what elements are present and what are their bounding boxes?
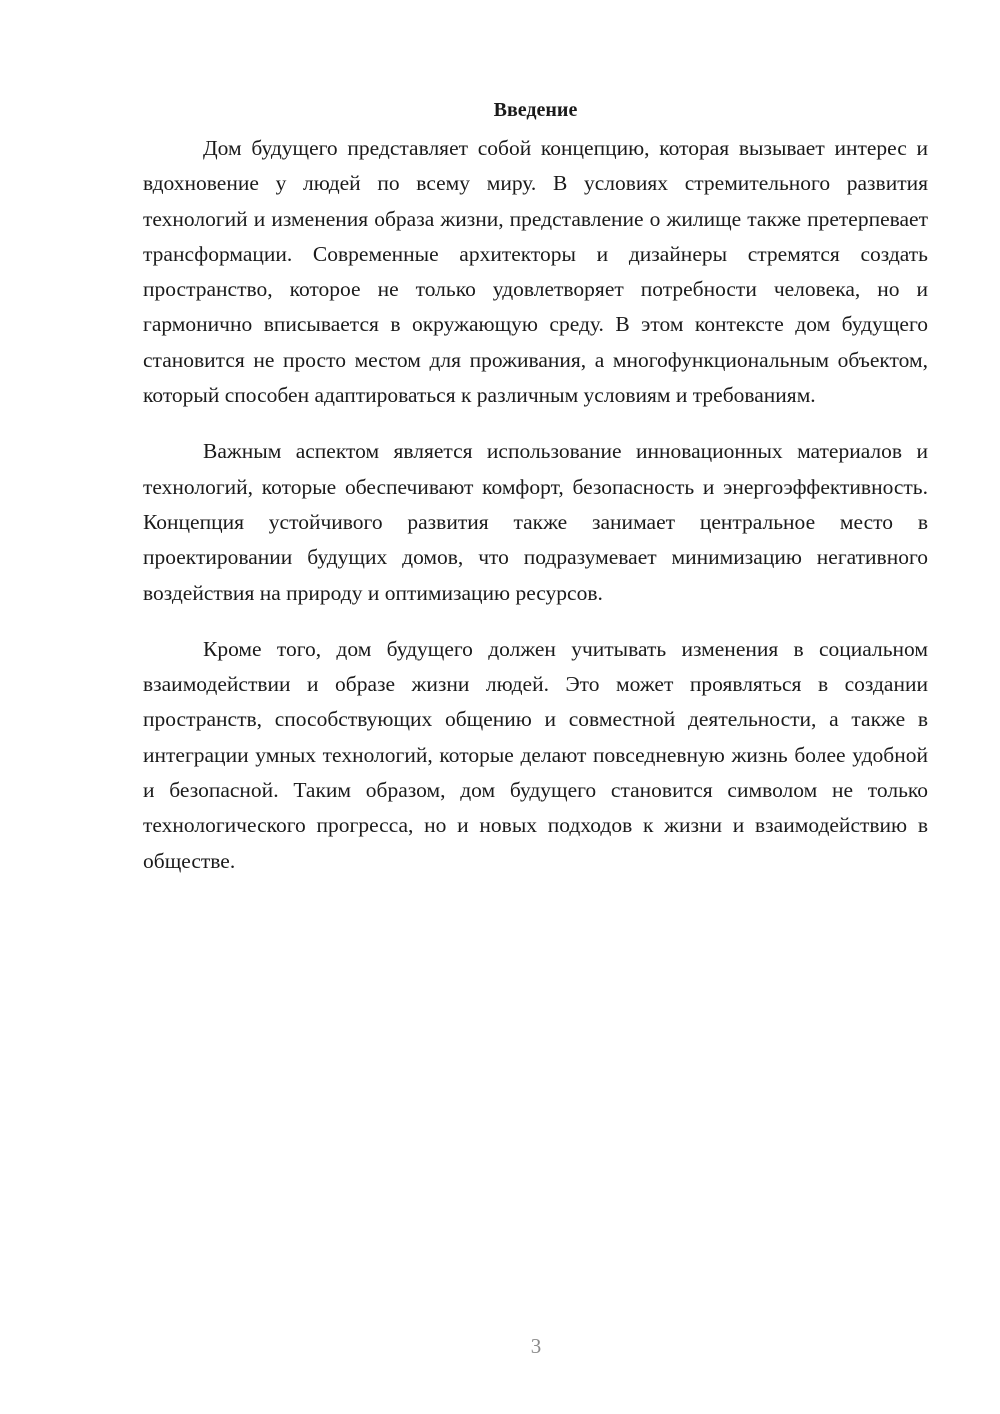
page-content	[143, 96, 928, 879]
page-number: 3	[530, 1334, 542, 1358]
paragraph-intro: Дом будущего представляет собой концепцию, которая вызывает интерес и вдохновение у людей по всему миру. В условиях стремительного развития технологий и изменения образа жизни, представление о жилище также претерпевает трансформации. Современные архитекторы и дизайнеры стремятся создать пространство, которое не только удовлетворяет потребности человека, но и гармонично вписывается в окружающую среду. В этом контексте дом будущего становится не просто местом для проживания, а многофункциональным объектом, который способен адаптироваться к различным условиям и требованиям.	[143, 136, 928, 408]
paragraph-materials: Важным аспектом является использование инновационных материалов и технологий, которые обеспечивают комфорт, безопасность и энергоэффективность. Концепция устойчивого развития также занимает центральное место в проектировании будущих домов, что подразумевает минимизацию негативного воздействия на природу и оптимизацию ресурсов.	[143, 439, 928, 605]
section-title: Введение	[493, 99, 578, 121]
paragraph-social: Кроме того, дом будущего должен учитывать изменения в социальном взаимодействии и образе жизни людей. Это может проявляться в создании пространств, способствующих общению и совместной деятельности, а также в интеграции умных технологий, которые делают повседневную жизнь более удобной и безопасной. Таким образом, дом будущего становится символом не только технологического прогресса, но и новых подходов к жизни и взаимодействию в обществе.	[143, 636, 928, 873]
